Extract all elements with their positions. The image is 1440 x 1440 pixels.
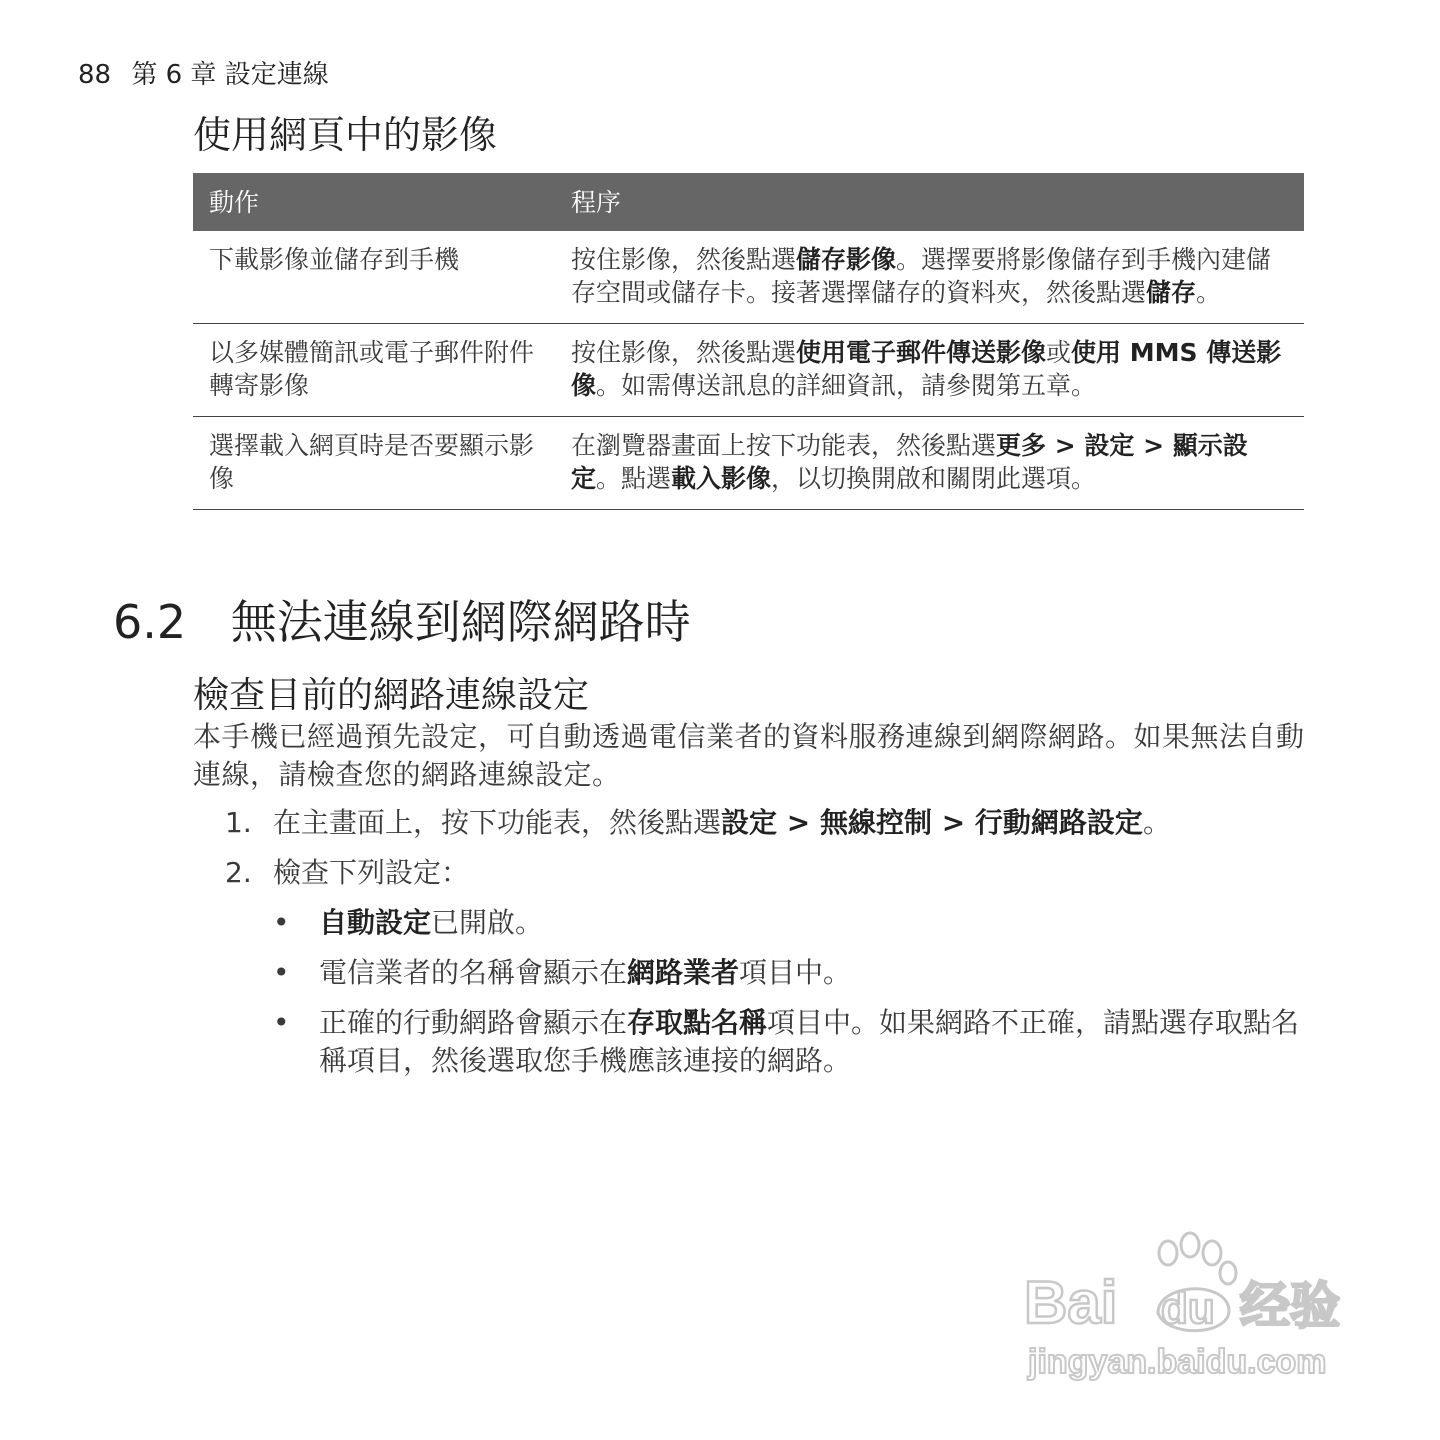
subsection-title: 檢查目前的網路連線設定 [193,675,590,716]
table-header-row [193,173,1304,231]
chapter-section-heading [113,586,691,652]
step-number: 2. [225,856,252,889]
action-cell: 以多媒體簡訊或電子郵件附件轉寄影像 [193,324,555,417]
bold-term: 網路業者 [627,956,740,989]
action-cell: 下載影像並儲存到手機 [193,231,555,324]
watermark-suffix: 经验 [1240,1277,1340,1335]
page-number: 88 [78,60,112,90]
bullet-text [319,1004,1309,1080]
text-run: 。如需傳送訊息的詳細資訊，請參閱第五章。 [596,371,1097,400]
text-run: 。 [1196,278,1222,307]
text-run: 已開啟。 [431,906,544,939]
step-text [273,804,1171,842]
bullet-marker: • [273,1006,290,1039]
text-run: 正確的行動網路會顯示在 [319,1006,628,1039]
bullet-item [273,954,1310,992]
action-cell: 選擇載入網頁時是否要顯示影像 [193,417,555,510]
table-row [193,324,1304,417]
bold-term: 更多 > 設定 > 顯示設定 [571,431,1248,493]
text-run: 按住影像，然後點選 [571,245,797,274]
bold-term: 載入影像 [671,464,772,493]
step-text [273,854,469,892]
bullet-list [273,904,1310,1080]
procedure-cell [555,231,1304,324]
bullet-item [273,904,1310,942]
step-item [225,804,1310,842]
steps-list [225,804,1310,1092]
procedure-cell [555,417,1304,510]
section-title: 使用網頁中的影像 [193,113,498,157]
procedure-table [193,173,1304,510]
text-run: ，以切換開啟和關閉此選項。 [771,464,1097,493]
text-run: 。 [1142,806,1171,839]
bullet-marker: • [273,906,290,939]
table-body [193,231,1304,510]
procedure-cell [555,324,1304,417]
table-row [193,231,1304,324]
watermark-url: jingyan.baidu.com [1028,1343,1327,1381]
text-run: 或 [1046,338,1072,367]
bold-term: 自動設定 [319,906,432,939]
text-run: 按住影像，然後點選 [571,338,797,367]
section-number: 6.2 [113,595,187,649]
chapter-label: 第 6 章 設定連線 [131,60,329,90]
text-run: 。點選 [596,464,672,493]
text-run: 項目中。如果網路不正確，請點選存取點名稱項目，然後選取您手機應該連接的網路。 [319,1006,1300,1077]
bullet-text [319,904,1309,942]
text-run: 在瀏覽器畫面上按下功能表，然後點選 [571,431,997,460]
bullet-item [273,1004,1310,1080]
column-header-procedure: 程序 [555,173,1304,231]
bold-term: 儲存 [1146,278,1197,307]
bullet-marker: • [273,956,290,989]
bold-term: 使用 MMS 傳送影像 [571,338,1282,400]
text-run: 。選擇要將影像儲存到手機內建儲存空間或儲存卡。接著選擇儲存的資料夾，然後點選 [571,245,1272,307]
text-run: 在主畫面上，按下功能表，然後點選 [273,806,722,839]
step-number: 1. [225,806,252,839]
text-run: 項目中。 [739,956,852,989]
bold-term: 設定 > 無線控制 > 行動網路設定 [721,806,1143,839]
text-run: 檢查下列設定： [273,856,470,889]
watermark-brand-paw: du [1161,1284,1215,1333]
intro-paragraph: 本手機已經過預先設定，可自動透過電信業者的資料服務連線到網際網路。如果無法自動連線，請檢查您的網路連線設定。 [193,720,1305,791]
column-header-action: 動作 [193,173,555,231]
watermark-brand: Bai [1024,1269,1118,1336]
baidu-jingyan-watermark [1018,1225,1358,1385]
bold-term: 使用電子郵件傳送影像 [796,338,1047,367]
bold-term: 存取點名稱 [627,1006,768,1039]
bold-term: 儲存影像 [796,245,897,274]
section-heading-title: 無法連線到網際網路時 [230,595,691,649]
table-row [193,417,1304,510]
running-header [78,54,329,91]
text-run: 電信業者的名稱會顯示在 [319,956,628,989]
bullet-text [319,954,1309,992]
step-item [225,854,1310,892]
